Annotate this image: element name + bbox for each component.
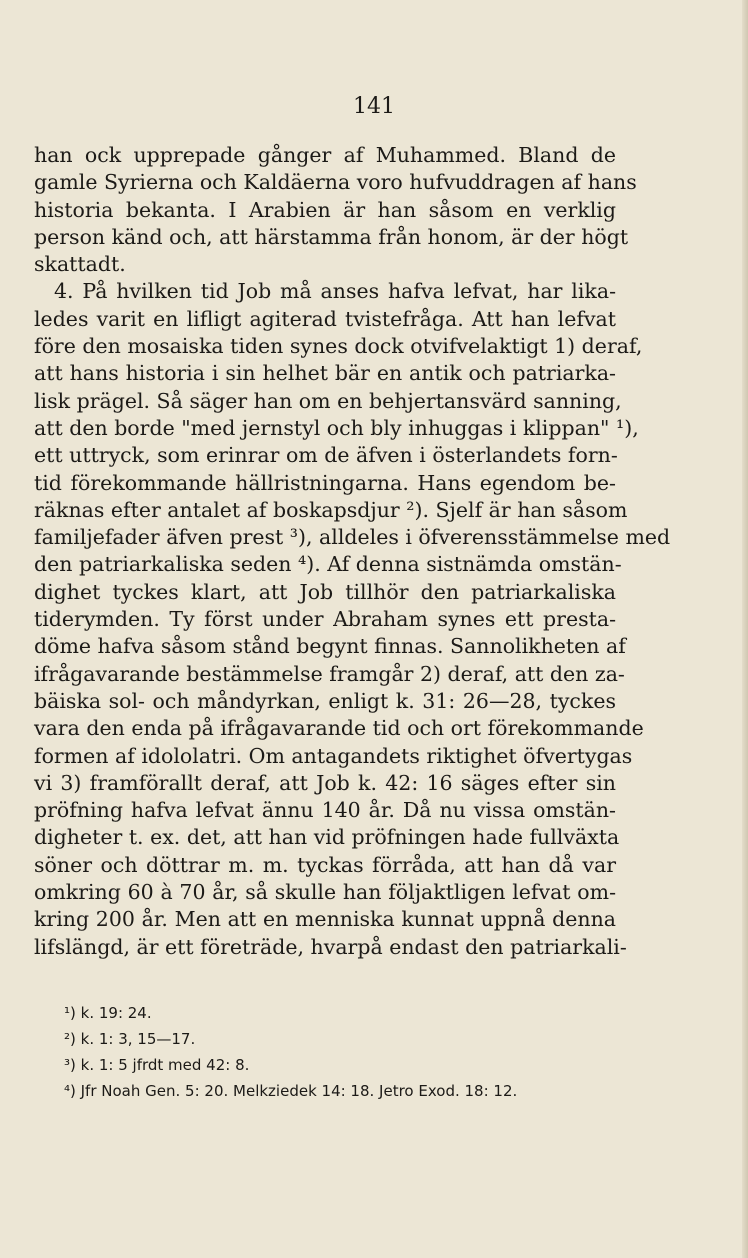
footnote: ¹) k. 19: 24. — [64, 1004, 152, 1022]
text-line: dighet tyckes klart, att Job tillhör den patriarkaliska — [34, 579, 616, 604]
text-line: skattadt. — [34, 252, 126, 277]
text-line: tiderymden. Ty först under Abraham synes ett presta- — [34, 607, 616, 632]
text-line: den patriarkaliska seden ⁴). Af denna sistnämda omstän- — [34, 552, 622, 577]
text-line: kring 200 år. Men att en menniska kunnat uppnå denna — [34, 907, 616, 932]
text-line: familjefader äfven prest ³), alldeles i öfverensstämmelse med — [34, 525, 671, 550]
text-line: 4. På hvilken tid Job må anses hafva lefvat, har lika- — [54, 279, 616, 304]
footnote: ³) k. 1: 5 jfrdt med 42: 8. — [64, 1056, 250, 1074]
text-line: digheter t. ex. det, att han vid pröfningen hade fullväxta — [34, 825, 620, 850]
text-line: gamle Syrierna och Kaldäerna voro hufvuddragen af hans — [34, 170, 637, 195]
text-line: ett uttryck, som erinrar om de äfven i österlandets forn- — [34, 443, 618, 468]
text-line: historia bekanta. I Arabien är han såsom en verklig — [34, 197, 616, 222]
text-line: söner och döttrar m. m. tyckas förråda, att han då var — [34, 852, 616, 877]
text-line: person känd och, att härstamma från honom, är der högt — [34, 224, 629, 249]
footnote: ⁴) Jfr Noah Gen. 5: 20. Melkziedek 14: 18. Jetro Exod. 18: 12. — [64, 1082, 518, 1100]
text-line: att hans historia i sin helhet bär en antik och patriarka- — [34, 361, 616, 386]
text-line: ifrågavarande bestämmelse framgår 2) deraf, att den za- — [34, 661, 625, 686]
text-line: räknas efter antalet af boskapsdjur ²). Sjelf är han såsom — [34, 497, 628, 522]
text-line: vi 3) framförallt deraf, att Job k. 42: 16 säges efter sin — [34, 770, 616, 795]
text-line: vara den enda på ifrågavarande tid och ort förekommande — [34, 716, 644, 741]
text-line: att den borde "med jernstyl och bly inhuggas i klippan" ¹), — [34, 415, 639, 440]
text-line: pröfning hafva lefvat ännu 140 år. Då nu vissa omstän- — [34, 798, 616, 823]
text-line: formen af idololatri. Om antagandets riktighet öfvertygas — [34, 743, 633, 768]
footnote: ²) k. 1: 3, 15—17. — [64, 1030, 196, 1048]
page-number: 141 — [353, 94, 395, 119]
text-line: han ock upprepade gånger af Muhammed. Bland de — [34, 143, 616, 167]
text-line: ledes varit en lifligt agiterad tvistefråga. Att han lefvat — [34, 306, 616, 331]
text-line: lisk prägel. Så säger han om en behjertansvärd sanning, — [34, 388, 622, 413]
text-line: lifslängd, är ett företräde, hvarpå endast den patriarkali- — [34, 934, 627, 959]
text-line: tid förekommande hällristningarna. Hans egendom be- — [34, 470, 616, 495]
text-line: före den mosaiska tiden synes dock otvifvelaktigt 1) deraf, — [34, 334, 643, 359]
text-line: bäiska sol- och måndyrkan, enligt k. 31: 26—28, tyckes — [34, 688, 616, 713]
page-edge — [742, 0, 748, 1258]
footnotes — [64, 1000, 624, 1104]
body-text — [34, 142, 671, 961]
text-line: döme hafva såsom stånd begynt finnas. Sannolikheten af — [34, 634, 626, 659]
text-line: omkring 60 à 70 år, så skulle han följaktligen lefvat om- — [34, 880, 616, 905]
